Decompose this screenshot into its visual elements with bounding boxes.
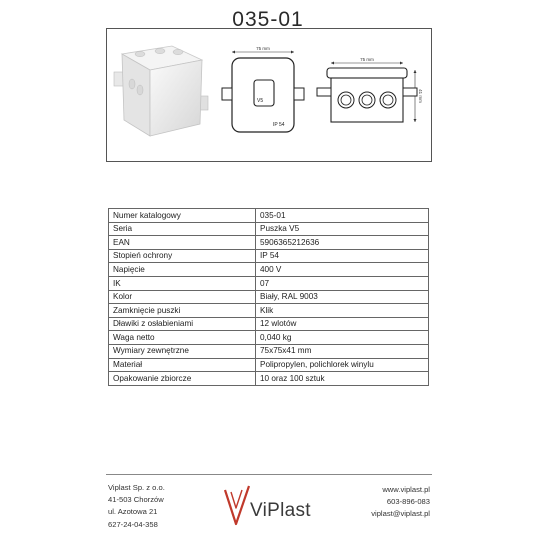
company-address — [108, 482, 165, 531]
top-width-dimension: 75 mm — [256, 46, 270, 51]
spec-value: 400 V — [256, 263, 429, 277]
spec-row — [109, 263, 429, 277]
company-phone: 627-24-04-358 — [108, 519, 158, 529]
spec-label: Kolor — [109, 290, 256, 304]
spec-label: Zamknięcie puszki — [109, 304, 256, 318]
company-city: 41-503 Chorzów — [108, 495, 164, 505]
spec-row — [109, 317, 429, 331]
spec-row — [109, 222, 429, 236]
spec-row — [109, 304, 429, 318]
spec-value: Puszka V5 — [256, 222, 429, 236]
spec-row — [109, 344, 429, 358]
side-width-dimension: 75 mm — [360, 57, 374, 62]
email-link[interactable]: viplast@viplast.pl — [371, 509, 430, 519]
company-contact — [371, 484, 430, 521]
spec-value: 75x75x41 mm — [256, 344, 429, 358]
spec-row — [109, 331, 429, 345]
v5-label: V5 — [257, 98, 264, 104]
top-view-drawing — [220, 46, 308, 138]
spec-value: 0,040 kg — [256, 331, 429, 345]
spec-label: Seria — [109, 222, 256, 236]
company-name: Viplast Sp. z o.o. — [108, 483, 165, 492]
spec-value: Klik — [256, 304, 429, 318]
spec-value: IP 54 — [256, 249, 429, 263]
spec-label: Numer katalogowy — [109, 209, 256, 223]
spec-value: 07 — [256, 276, 429, 290]
spec-row — [109, 209, 429, 223]
spec-label: Napięcie — [109, 263, 256, 277]
specifications-table — [108, 208, 429, 386]
spec-label: Opakowanie zbiorcze — [109, 372, 256, 386]
spec-label: Wymiary zewnętrzne — [109, 344, 256, 358]
spec-value: 035-01 — [256, 209, 429, 223]
company-street: ul. Azotowa 21 — [108, 507, 158, 517]
website-link[interactable]: www.viplast.pl — [382, 485, 430, 494]
side-height-dimension: 41 mm — [418, 89, 423, 103]
viplast-logo-icon — [222, 484, 252, 530]
spec-label: Waga netto — [109, 331, 256, 345]
spec-row — [109, 372, 429, 386]
spec-row — [109, 236, 429, 250]
spec-row — [109, 249, 429, 263]
spec-label: Stopień ochrony — [109, 249, 256, 263]
side-view-drawing — [315, 50, 425, 130]
spec-label: EAN — [109, 236, 256, 250]
footer-divider — [106, 474, 432, 475]
spec-label: Materiał — [109, 358, 256, 372]
spec-row — [109, 276, 429, 290]
ip-label: IP 54 — [273, 122, 285, 128]
spec-label: IK — [109, 276, 256, 290]
spec-value: Biały, RAL 9003 — [256, 290, 429, 304]
spec-row — [109, 290, 429, 304]
contact-phone: 603-896-083 — [386, 497, 430, 507]
spec-value: Polipropylen, polichlorek winylu — [256, 358, 429, 372]
spec-value: 10 oraz 100 sztuk — [256, 372, 429, 386]
brand-name: ViPlast — [250, 500, 311, 521]
spec-value: 12 wlotów — [256, 317, 429, 331]
product-photo — [110, 38, 210, 144]
spec-row — [109, 358, 429, 372]
spec-label: Dławiki z osłabieniami — [109, 317, 256, 331]
spec-value: 5906365212636 — [256, 236, 429, 250]
product-code-title: 035-01 — [232, 8, 304, 31]
